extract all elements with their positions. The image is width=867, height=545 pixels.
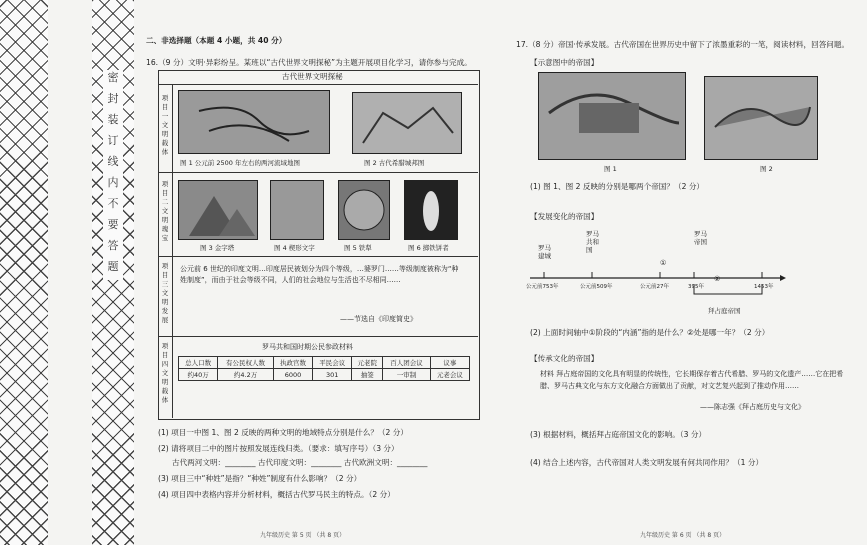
timeline-circle-2: ② (714, 275, 721, 283)
q17-fig2-caption: 图 2 (760, 165, 773, 173)
header-cell: 议事 (430, 357, 469, 369)
timeline-label-founding: 罗马建城 (538, 244, 551, 260)
fig5-caption: 图 5 铁犁 (344, 244, 372, 252)
seal-char: 不 (107, 197, 119, 210)
empire-map-2-image (704, 76, 818, 160)
value-cell: 一审制 (383, 369, 430, 381)
divider (158, 336, 478, 337)
divider (158, 84, 478, 85)
value-cell: 约4.2万 (218, 369, 274, 381)
q16-sub4: (4) 项目四中表格内容并分析材料，概括古代罗马民主的特点。（2 分） (158, 490, 395, 499)
value-cell: 6000 (273, 369, 312, 381)
timeline-circle-1: ① (660, 259, 667, 267)
fig1-caption: 图 1 公元前 2500 年左右的两河流域地图 (180, 159, 300, 167)
fig6-caption: 图 6 掷铁饼者 (408, 244, 449, 252)
q17-material: 材料 拜占庭帝国的文化具有明显的传统性，它长期保存着古代希腊、罗马的文化遗产……它在把希腊、罗马古典文化与东方文化融合方面做出了贡献，对文艺复兴起到了推动作用…… (540, 370, 844, 390)
timeline-label-republic: 罗马共和国 (586, 230, 599, 254)
q17-sub4: (4) 结合上述内容，古代帝国对人类文明发展有何共同作用？（1 分） (530, 458, 764, 467)
page-footer-left: 九年级历史 第 5 页 （共 8 页） (260, 532, 346, 539)
header-cell: 元老院 (352, 357, 383, 369)
row4-title: 罗马共和国时期公民参政材料 (262, 343, 353, 351)
seal-char: 要 (107, 218, 119, 231)
seal-margin-text (103, 70, 123, 280)
cuneiform-tablet-image (270, 180, 324, 240)
timeline-date-0: 公元前753年 (526, 284, 559, 290)
row3-label: 项目三 文明发展 (161, 262, 169, 324)
timeline-date-1: 公元前509年 (580, 284, 613, 290)
timeline-note: 拜占庭帝国 (708, 307, 741, 315)
header-cell: 百人团会议 (383, 357, 430, 369)
q17-sec3: 【传承文化的帝国】 (530, 354, 599, 363)
q17-source: ——陈志强《拜占庭历史与文化》 (700, 403, 805, 411)
seal-lattice-left (0, 0, 48, 545)
q16-intro: 16.（9 分）文明·异彩纷呈。某班以“古代世界文明探秘”为主题开展项目化学习，请你参与完成。 (146, 58, 472, 67)
row4-label: 项目四 文明载体 (161, 342, 169, 404)
seal-char: 题 (107, 260, 119, 273)
timeline-date-3: 395年 (688, 284, 704, 290)
seal-char: 答 (107, 239, 119, 252)
q16-sub1: (1) 项目一中图 1、图 2 反映的两种文明的地域特点分别是什么？（2 分） (158, 428, 408, 437)
q17-sub2: (2) 上面时间轴中①阶段的“内涵”指的是什么？②处是哪一年？（2 分） (530, 328, 770, 337)
divider (172, 84, 173, 418)
row3-text: 公元前 6 世纪的印度文明…印度居民被划分为四个等级，…婆罗门……等级制度被称为“种姓制度”，而由于社会等级不同，人们的社会地位与生活也不尽相同…… (180, 265, 459, 284)
seal-char: 内 (107, 176, 119, 189)
seal-char: 密 (107, 71, 119, 84)
q17-sec1: 【示意图中的帝国】 (530, 58, 599, 67)
discobolus-image (404, 180, 458, 240)
header-cell: 总人口数 (179, 357, 218, 369)
fig2-caption: 图 2 古代希腊城邦图 (364, 159, 425, 167)
row1-label: 项目一 文明载体 (161, 94, 169, 156)
mesopotamia-map-image (178, 90, 330, 154)
artifact-image (338, 180, 390, 240)
row4-data-table (178, 356, 470, 381)
q17-intro: 17.（8 分）帝国·传承发展。古代帝国在世界历史中留下了浓墨重彩的一笔，阅读材料，回答问题。 (516, 40, 850, 49)
pyramid-image (178, 180, 258, 240)
fig3-caption: 图 3 金字塔 (200, 244, 235, 252)
divider (158, 172, 478, 173)
q17-sub1: (1) 图 1、图 2 反映的分别是哪两个帝国？（2 分） (530, 182, 705, 191)
q16-sub3: (3) 项目三中“种姓”是指？“种姓”制度有什么影响？（2 分） (158, 474, 362, 483)
timeline-date-4: 1453年 (754, 284, 774, 290)
section-title: 二、非选择题（本题 4 小题，共 40 分） (146, 36, 287, 45)
greece-map-image (352, 92, 462, 154)
timeline-date-2: 公元前27年 (640, 284, 669, 290)
timeline-label-empire: 罗马帝国 (694, 230, 707, 246)
value-cell: 约40万 (179, 369, 218, 381)
header-cell: 执政官数 (273, 357, 312, 369)
page-footer-right: 九年级历史 第 6 页 （共 8 页） (640, 532, 726, 539)
header-cell: 有公民权人数 (218, 357, 274, 369)
row3-source: ——节选自《印度简史》 (340, 315, 417, 323)
empire-map-1-image (538, 72, 686, 160)
divider (158, 256, 478, 257)
seal-char: 线 (107, 155, 119, 168)
value-cell: 元老会议 (430, 369, 469, 381)
q16-sub2-blanks[interactable]: 古代两河文明：________ 古代印度文明：________ 古代欧洲文明：________ (172, 458, 428, 467)
fig4-caption: 图 4 楔形文字 (274, 244, 315, 252)
q17-sub3: (3) 根据材料，概括拜占庭帝国文化的影响。（3 分） (530, 430, 707, 439)
seal-char: 装 (107, 113, 119, 126)
seal-char: 封 (107, 92, 119, 105)
value-cell: 301 (313, 369, 352, 381)
q16-sub2: (2) 请将项目二中的图片按照发展连线归类。（要求：填写序号）（3 分） (158, 444, 399, 453)
q16-table-title: 古代世界文明探秘 (282, 72, 343, 81)
value-cell: 抽签 (352, 369, 383, 381)
row2-label: 项目二 文明瑰宝 (161, 180, 169, 242)
header-cell: 平民会议 (313, 357, 352, 369)
seal-char: 订 (107, 134, 119, 147)
rome-timeline (530, 222, 790, 314)
q17-sec2: 【发展变化的帝国】 (530, 212, 599, 221)
q17-fig1-caption: 图 1 (604, 165, 617, 173)
